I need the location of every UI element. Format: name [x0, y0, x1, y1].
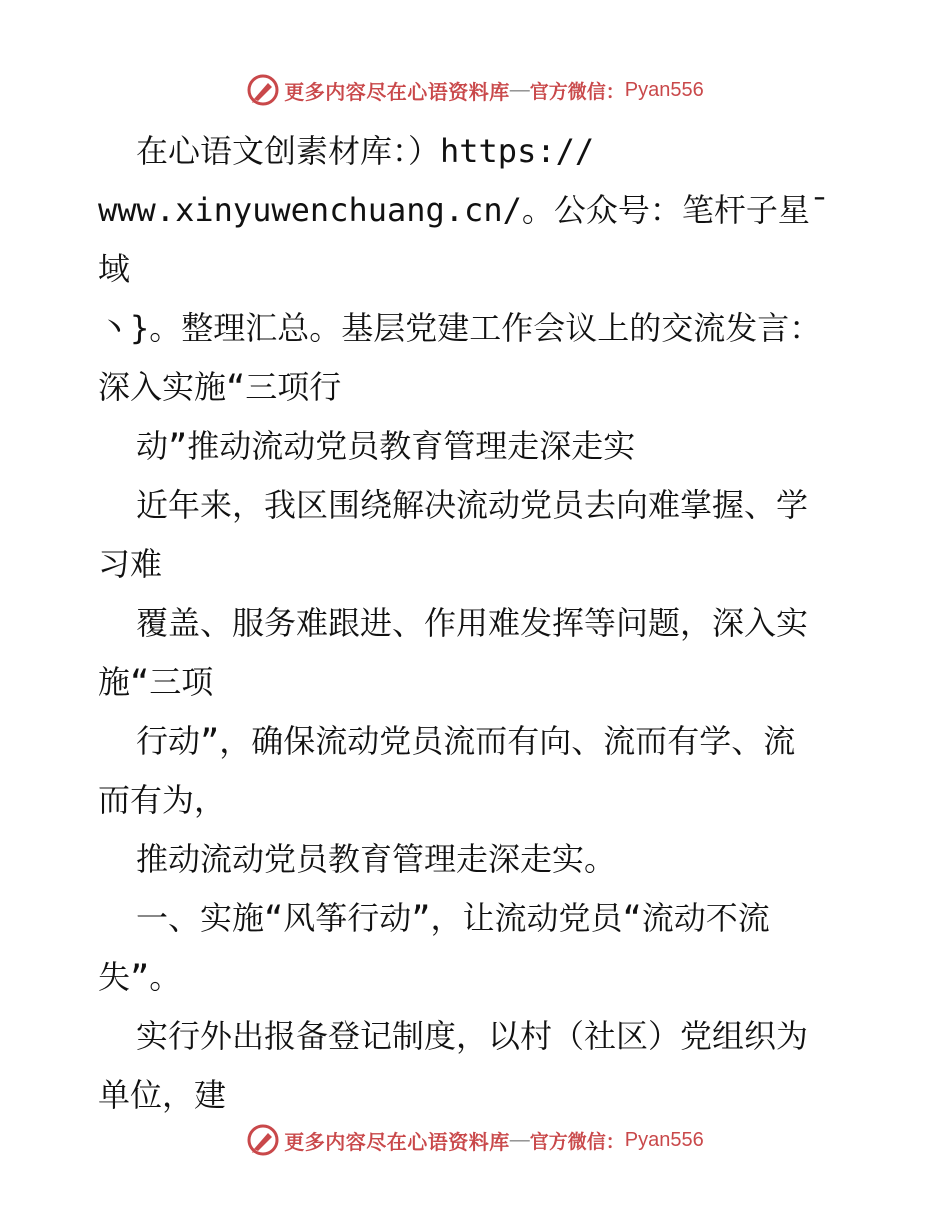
banner-wechat-label: 官方微信： — [529, 1130, 625, 1153]
pen-logo-icon — [246, 73, 280, 107]
text-line: 失”。 — [98, 958, 182, 996]
banner-wechat-id: Pyan556 — [624, 1128, 704, 1151]
text-line: www.xinyuwenchuang.cn/。公众号：笔杆子星¯域 — [98, 191, 830, 288]
text-line: 动”推动流动党员教育管理走深走实 — [136, 427, 636, 465]
header-banner — [0, 70, 950, 110]
banner-separator: — — [509, 1128, 530, 1151]
text-line: 丶}。整理汇总。基层党建工作会议上的交流发言： — [98, 309, 822, 347]
banner-wechat-id: Pyan556 — [624, 78, 704, 101]
text-line: 而有为， — [98, 781, 227, 819]
text-line: 深入实施“三项行 — [98, 368, 342, 406]
banner-separator: — — [509, 78, 530, 101]
text-line: 一、实施“风筝行动”，让流动党员“流动不流 — [136, 899, 770, 937]
text-line: 近年来，我区围绕解决流动党员去向难掌握、学 — [136, 486, 809, 524]
text-line: 覆盖、服务难跟进、作用难发挥等问题，深入实 — [136, 604, 809, 642]
text-line: 推动流动党员教育管理走深走实。 — [136, 840, 617, 878]
text-line: 施“三项 — [98, 663, 214, 701]
text-line: 习难 — [98, 545, 163, 583]
banner-wechat-label: 官方微信： — [529, 80, 625, 103]
text-line: 实行外出报备登记制度，以村（社区）党组织为 — [136, 1017, 809, 1055]
banner-title: 更多内容尽在心语资料库 — [284, 1129, 510, 1154]
text-line: 在心语文创素材库：）https:// — [136, 132, 595, 170]
pen-logo-icon — [246, 1123, 280, 1157]
text-line: 单位，建 — [98, 1076, 227, 1114]
footer-banner — [0, 1120, 950, 1160]
text-line: 行动”，确保流动党员流而有向、流而有学、流 — [136, 722, 796, 760]
document-body — [98, 122, 858, 1125]
banner-title: 更多内容尽在心语资料库 — [284, 79, 510, 104]
